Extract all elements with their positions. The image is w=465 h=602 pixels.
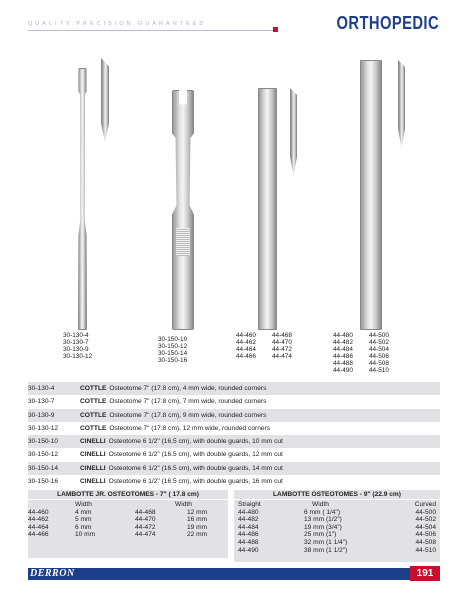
table-header-row <box>28 501 228 509</box>
lambotte-blade-profile-image <box>398 60 405 148</box>
lambotte-jr-osteotome-image <box>258 88 277 330</box>
table-cell-curved: 44-510 <box>415 546 436 554</box>
row-code: 30-130-4 <box>28 385 55 392</box>
table-cell-curved: 44-506 <box>415 531 436 539</box>
code-group-lambotte-jr-a <box>236 332 256 360</box>
row-product-name: COTTLE <box>80 398 107 406</box>
table-row <box>234 539 440 547</box>
table-cell-width: 19 mm (3/4") <box>304 523 342 531</box>
product-description-list <box>28 382 440 488</box>
catalog-code: 44-486 <box>333 353 353 361</box>
table-cell-width: 5 mm <box>75 516 92 524</box>
table-row <box>28 531 228 539</box>
catalog-code: 44-466 <box>236 353 256 361</box>
table-cell-curved: 44-508 <box>415 538 436 546</box>
row-product-name: COTTLE <box>80 424 107 432</box>
row-description: Osteotome 6 1/2" (16.5 cm), with double guards, 12 mm cut <box>108 451 283 459</box>
table-cell-straight: 44-486 <box>238 531 259 539</box>
table-cell-width: 13 mm (1/2") <box>304 516 342 524</box>
description-row <box>28 462 440 475</box>
column-header-straight: Straight <box>238 501 261 508</box>
table-cell-straight: 44-482 <box>238 516 259 524</box>
table-cell-width: 16 mm <box>187 516 208 524</box>
row-code: 30-150-14 <box>28 464 59 472</box>
description-row <box>28 422 440 435</box>
catalog-code: 44-488 <box>333 360 353 368</box>
row-code: 30-130-7 <box>28 398 55 406</box>
catalog-code: 30-130-7 <box>63 339 89 347</box>
description-row <box>28 382 440 395</box>
table-title: LAMBOTTE OSTEOTOMES - 9" (22.9 cm) <box>234 490 440 500</box>
catalog-code: 44-464 <box>236 346 256 354</box>
table-cell-straight: 44-488 <box>238 538 259 546</box>
catalog-code: 44-482 <box>333 339 353 347</box>
lambotte-table <box>234 490 440 562</box>
catalog-code: 44-510 <box>369 367 389 375</box>
row-description: Osteotome 7" (17.8 cm), 9 mm wide, rounded corners <box>109 411 267 419</box>
table-cell-width: 19 mm <box>187 523 208 531</box>
code-group-cinelli <box>158 336 187 364</box>
row-description: Osteotome 6 1/2" (16.5 cm), with double guards, 14 mm cut <box>108 464 283 472</box>
catalog-code: 44-460 <box>236 332 256 339</box>
catalog-code: 44-508 <box>369 360 389 368</box>
row-product-name: CINELLI <box>80 451 106 459</box>
table-cell-width: 4 mm <box>75 508 92 516</box>
footer-bar <box>28 568 440 580</box>
table-cell-width: 10 mm <box>75 531 96 539</box>
table-cell-code: 44-460 <box>28 508 49 516</box>
table-row <box>234 516 440 524</box>
table-cell-code: 44-470 <box>135 516 156 524</box>
table-row <box>234 509 440 517</box>
code-group-lambotte-b <box>369 332 389 375</box>
catalog-code: 44-506 <box>369 353 389 361</box>
catalog-code: 44-474 <box>272 353 292 361</box>
catalog-code: 44-484 <box>333 346 353 354</box>
code-group-lambotte-a <box>333 332 353 375</box>
row-description: Osteotome 7" (17.8 cm), 7 mm wide, rounded corners <box>109 398 267 406</box>
table-cell-code: 44-472 <box>135 523 156 531</box>
table-cell-curved: 44-504 <box>415 523 436 531</box>
description-row <box>28 409 440 422</box>
cottle-blade-profile-image <box>101 58 109 142</box>
tagline: QUALITY.PRECISION.GUARANTEED. <box>28 21 211 27</box>
table-row <box>28 524 228 532</box>
column-header-width: Width <box>312 501 329 508</box>
code-group-cottle <box>63 332 92 360</box>
catalog-code: 30-130-4 <box>63 332 89 339</box>
catalog-code: 44-480 <box>333 332 353 339</box>
table-cell-width: 6 mm ( 1/4") <box>304 508 341 516</box>
page-number: 191 <box>410 566 440 581</box>
row-description: Osteotome 7" (17.8 cm), 12 mm wide, rounded corners <box>109 424 271 432</box>
table-cell-width: 12 mm <box>187 508 208 516</box>
catalog-code: 30-150-16 <box>158 357 188 365</box>
description-row <box>28 395 440 408</box>
lambotte-jr-table <box>28 490 228 558</box>
catalog-code: 30-150-14 <box>158 350 188 358</box>
lambotte-jr-blade-profile-image <box>290 88 297 176</box>
table-row <box>234 531 440 539</box>
table-cell-straight: 44-484 <box>238 523 259 531</box>
code-group-lambotte-jr-b <box>272 332 292 360</box>
catalog-code: 44-462 <box>236 339 256 347</box>
table-cell-code: 44-466 <box>28 531 49 539</box>
catalog-code: 44-490 <box>333 367 353 375</box>
row-product-name: CINELLI <box>80 438 106 446</box>
header-rule-mark <box>273 27 278 32</box>
row-description: Osteotome 6 1/2" (16.5 cm), with double guards, 10 mm cut <box>108 438 283 446</box>
table-cell-width: 22 mm <box>187 531 208 539</box>
row-code: 30-150-10 <box>28 438 59 446</box>
description-row <box>28 475 440 488</box>
row-product-name: CINELLI <box>80 478 106 486</box>
table-cell-code: 44-474 <box>135 531 156 539</box>
table-row <box>234 524 440 532</box>
row-code: 30-130-12 <box>28 424 59 432</box>
catalog-code: 44-472 <box>272 346 292 354</box>
table-cell-curved: 44-500 <box>415 508 436 516</box>
cinelli-grip-texture <box>176 228 190 256</box>
table-row <box>28 509 228 517</box>
catalog-code: 30-130-9 <box>63 346 89 354</box>
table-cell-width: 38 mm (1 1/2") <box>304 546 348 554</box>
page-title: ORTHOPEDIC <box>336 13 439 33</box>
catalog-code: 44-502 <box>369 339 389 347</box>
catalog-code: 44-504 <box>369 346 389 354</box>
table-cell-straight: 44-490 <box>238 546 259 554</box>
table-cell-straight: 44-480 <box>238 508 259 516</box>
catalog-code: 44-500 <box>369 332 389 339</box>
description-row <box>28 448 440 461</box>
catalog-code: 44-468 <box>272 332 292 339</box>
table-row <box>234 547 440 555</box>
table-header-row <box>234 501 440 509</box>
table-cell-width: 32 mm (1 1/4") <box>304 538 348 546</box>
table-title: LAMBOTTE JR. OSTEOTOMES - 7" ( 17.8 cm) <box>28 490 228 500</box>
table-cell-width: 25 mm (1") <box>304 531 337 539</box>
row-code: 30-130-9 <box>28 411 55 419</box>
table-cell-width: 6 mm <box>75 523 92 531</box>
header-rule <box>28 30 273 31</box>
description-row <box>28 435 440 448</box>
row-description: Osteotome 7" (17.8 cm), 4 mm wide, rounded corners <box>109 385 267 392</box>
table-cell-curved: 44-502 <box>415 516 436 524</box>
column-header-width: Width <box>175 501 192 508</box>
table-row <box>28 516 228 524</box>
table-cell-code: 44-468 <box>135 508 156 516</box>
row-code: 30-150-16 <box>28 478 59 486</box>
cinelli-osteotome-image <box>172 90 194 330</box>
row-product-name: COTTLE <box>80 411 107 419</box>
row-code: 30-150-12 <box>28 451 59 459</box>
lambotte-osteotome-image <box>360 60 382 330</box>
column-header-curved: Curved <box>414 501 436 508</box>
brand-logo: DERRON <box>30 568 75 579</box>
catalog-code: 30-130-12 <box>63 353 93 361</box>
catalog-code: 30-150-12 <box>158 343 188 351</box>
table-cell-code: 44-464 <box>28 523 49 531</box>
column-header-width: Width <box>75 501 92 508</box>
row-product-name: CINELLI <box>80 464 106 472</box>
row-description: Osteotome 6 1/2" (16.5 cm), with double guards, 16 mm cut <box>108 478 283 486</box>
catalog-code: 44-470 <box>272 339 292 347</box>
cottle-osteotome-image <box>78 68 87 330</box>
table-cell-code: 44-462 <box>28 516 49 524</box>
catalog-code: 30-150-10 <box>158 336 188 343</box>
row-product-name: COTTLE <box>80 385 107 392</box>
